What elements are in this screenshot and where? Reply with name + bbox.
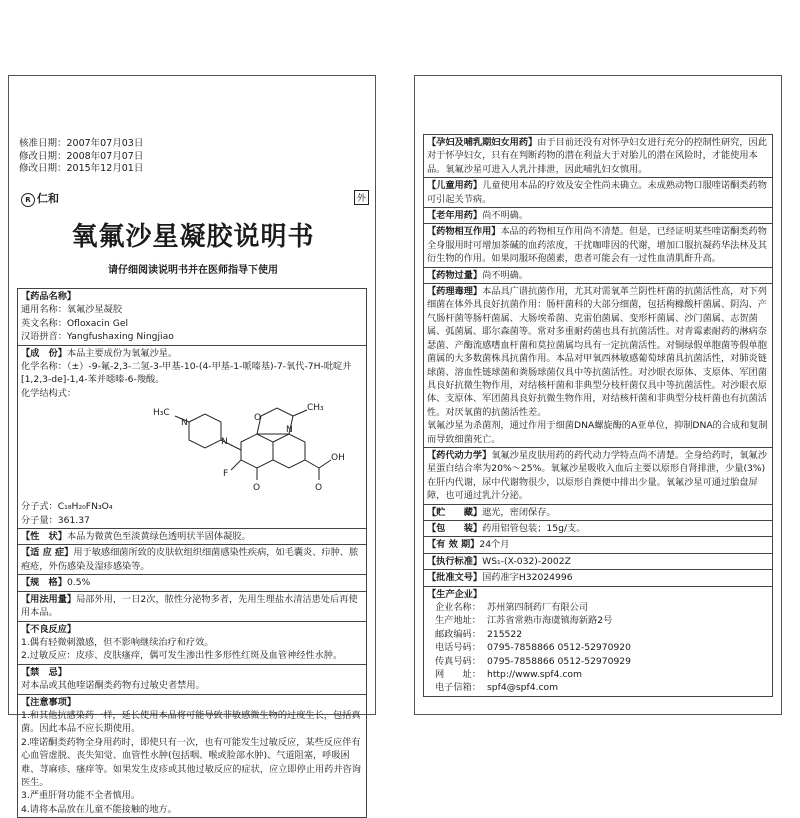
- brand-name: 仁和: [37, 192, 59, 205]
- usage-section: 【用法用量】局部外用，一日2次，脓性分泌物多者，先用生理盐水清洁患处后再使用本品。: [17, 592, 367, 622]
- molecular-weight: 分子量：361.37: [21, 514, 90, 526]
- common-name: 通用名称：氧氟沙星凝胶: [21, 304, 123, 316]
- approval-date: 核准日期：2007年07月03日: [19, 138, 144, 149]
- right-content: [423, 134, 773, 697]
- validity-section: 【有 效 期】24个月: [423, 537, 773, 553]
- list-item: 2.过敏反应：皮疹、皮肤瘙痒，偶可发生渗出性多形性红斑及血管神经性水肿。: [21, 650, 343, 662]
- structure-diagram: [151, 400, 351, 500]
- date-info: [19, 138, 143, 176]
- indication-section: 【适 应 症】用于敏感细菌所致的皮肤软组织细菌感染性疾病，如毛囊炎、疖肿、脓疱疮，外伤感染及湿疹感染等。: [17, 545, 367, 575]
- left-content: [17, 288, 367, 818]
- molecular-formula: 分子式：C₁₈H₂₀FN₃O₄: [21, 501, 113, 513]
- atom-label: N: [181, 418, 188, 429]
- page-subtitle: 请仔细阅读说明书并在医师指导下使用: [108, 265, 278, 276]
- toxicology-section: 【药理毒理】本品具广谱抗菌作用，尤其对需氧革兰阴性杆菌的抗菌活性高，对下列细菌在体外具良好抗菌作用：肠杆菌科的大部分细菌，包括枸橼酸杆菌属、阴沟、产气肠杆菌等肠杆菌属、大肠埃希菌、克雷伯菌属、变形杆菌属、沙门菌属、志贺菌属、弧菌属、耶尔森菌等。常对多重耐药菌也具有抗菌活性。对青霉素耐药的淋病奈瑟菌、产酶流感嗜血杆菌和莫拉菌属均具有一定抗菌活性。对铜绿假单胞菌等假单胞菌属的大多数菌株具抗菌作用。本品对甲氧西林敏感葡萄球菌具抗菌活性，对肺炎链球菌、溶血性链球菌和粪肠球菌仅具中等抗菌活性。对沙眼衣原体、支原体、军团菌具良好抗微生物作用，对结核杆菌和非典型分枝杆菌仅具中等抗菌活性。对沙眼衣原体、支原体、军团菌具良好抗微生物作用，对结核杆菌和非典型分枝杆菌也有抗菌活性。对厌氧菌的抗菌活性差。 氧氟沙星为杀菌剂，通过作用于细菌DNA螺旋酶的A亚单位，抑制DNA的合成和复制而导致细菌死亡。: [423, 284, 773, 448]
- pregnancy-section: 【孕妇及哺乳期妇女用药】由于目前还没有对怀孕妇女进行充分的控制性研究，因此对于怀孕妇女，只有在判断药物的潜在利益大于对胎儿的潜在风险时，才能使用本品。氧氟沙星可进入人乳汁排泄，因此哺乳妇女慎用。: [423, 134, 773, 178]
- atom-label: O: [315, 483, 323, 494]
- approval-section: 【批准文号】国药准字H32024996: [423, 570, 773, 586]
- atom-label: OH: [331, 453, 345, 464]
- list-item: 2.喹诺酮类药物全身用药时，即使只有一次，也有可能发生过敏反应，某些反应伴有心血管虚脱、丧失知觉、血管性水肿(包括咽、喉或脸部水肿)、气道阻塞，呼吸困难、荨麻疹、瘙痒等。如果发生皮疹或其他过敏反应的症状，应立即停止用药并咨询医生。: [21, 736, 361, 788]
- list-item: 4.请将本品放在儿童不能接触的地方。: [21, 803, 177, 815]
- company-row: 电话号码： 0795-7858866 0512-52970920: [435, 642, 631, 654]
- elderly-section: 【老年用药】尚不明确。: [423, 208, 773, 224]
- adverse-section: 【不良反应】 1.偶有轻微刺激感，但不影响继续治疗和疗效。 2.过敏反应：皮疹、皮肤瘙痒，偶可发生渗出性多形性红斑及血管神经性水肿。: [17, 622, 367, 665]
- pinyin-name: 汉语拼音：Yangfushaxing Ningjiao: [21, 331, 174, 343]
- atom-label: F: [223, 469, 229, 480]
- contraindication-section: 【禁 忌】 对本品或其他喹诺酮类药物有过敏史者禁用。: [17, 665, 367, 695]
- chemical-structure: [21, 400, 363, 500]
- overdose-section: 【药物过量】尚不明确。: [423, 268, 773, 284]
- drug-name-section: 【药品名称】 通用名称：氧氟沙星凝胶 英文名称：Ofloxacin Gel 汉语拼音：Yangfushaxing Ningjiao: [17, 288, 367, 346]
- atom-label: O: [254, 413, 262, 424]
- character-section: 【性 状】本品为微黄色至淡黄绿色透明状半固体凝胶。: [17, 529, 367, 545]
- pk-section: 【药代动力学】氧氟沙星皮肤用药的药代动力学特点尚不清楚。全身给药时，氧氟沙星蛋白结合率为20%～25%。氧氟沙星吸收入血后主要以原形自肾排泄，少量(3%)在肝内代谢，尿中代谢物很少，以原形自粪便中排出少量。氧氟沙星可通过胎盘屏障，也可通过乳汁分泌。: [423, 448, 773, 505]
- atom-label: N: [221, 437, 228, 448]
- structure-label: 化学结构式：: [21, 387, 77, 399]
- cautions-section: 【注意事项】 1.和其他抗感染药一样，延长使用本品将可能导致非敏感微生物的过度生长，包括真菌。因此本品不应长期使用。 2.喹诺酮类药物全身用药时，即使只有一次，也有可能发生过敏反应，某些反应伴有心血管虚脱、丧失知觉、血管性水肿(包括咽、喉或脸部水肿)、气道阻塞，呼吸困难、荨麻疹、瘙痒等。如果发生皮疹或其他过敏反应的症状，应立即停止用药并咨询医生。 3.严重肝肾功能不全者慎用。 4.请将本品放在儿童不能接触的地方。: [17, 695, 367, 818]
- brand-mark-icon: R: [21, 193, 35, 207]
- list-item: 1.和其他抗感染药一样，延长使用本品将可能导致非敏感微生物的过度生长，包括真菌。因此本品不应长期使用。: [21, 709, 361, 735]
- website-link[interactable]: http://www.spf4.com: [487, 669, 583, 681]
- spec-section: 【规 格】0.5%: [17, 575, 367, 591]
- standard-section: 【执行标准】WS₁-(X-032)-2002Z: [423, 554, 773, 570]
- revision-date-2: 修改日期：2015年12月01日: [19, 163, 144, 174]
- company-row: 邮政编码： 215522: [435, 628, 523, 640]
- ingredients-section: 【成 份】本品主要成份为氧氟沙星。 化学名称：（±）-9-氟-2,3-二氢-3-甲基-10-(4-甲基-1-哌嗪基)-7-氧代-7H-吡啶并[1,2,3-de]-1,4-苯并噁嗪-6-羧酸。 化学结构式： N H₃C N O CH₃ N F O OH O 分子式：C₁₈H₂₀FN₃O₄ 分子量：361.37: [17, 346, 367, 529]
- brand-logo: [21, 190, 59, 207]
- company-row: 网 址： http://www.spf4.com: [435, 669, 583, 681]
- list-item: 1.偶有轻微刺激感，但不影响继续治疗和疗效。: [21, 636, 214, 648]
- company-section: 【生产企业】 企业名称： 苏州第四制药厂有限公司 生产地址： 江苏省常熟市海虞镇海新路2号 邮政编码： 215522 电话号码： 0795-7858866 0512-52970920 传真号码： 0795-7858866 0512-52970929 网 址： http://www.spf4.com 电子信箱： spf4@spf4.com: [423, 587, 773, 697]
- chemical-name: 化学名称：（±）-9-氟-2,3-二氢-3-甲基-10-(4-甲基-1-哌嗪基)-7-氧代-7H-吡啶并[1,2,3-de]-1,4-苯并噁嗪-6-羧酸。: [21, 361, 352, 386]
- left-page: [8, 75, 376, 815]
- english-name: 英文名称：Ofloxacin Gel: [21, 317, 129, 329]
- page-title: 氧氟沙星凝胶说明书: [71, 222, 315, 252]
- atom-label: N: [286, 425, 293, 436]
- external-use-mark: 外: [354, 190, 369, 205]
- list-item: 3.严重肝肾功能不全者慎用。: [21, 790, 141, 802]
- atom-label: O: [253, 483, 261, 494]
- company-row: 企业名称： 苏州第四制药厂有限公司: [435, 602, 589, 613]
- company-row: 生产地址： 江苏省常熟市海虞镇海新路2号: [435, 615, 613, 627]
- revision-date-1: 修改日期：2008年07月07日: [19, 150, 144, 162]
- children-section: 【儿童用药】儿童使用本品的疗效及安全性尚未确立。未成熟动物口服喹诺酮类药物可引起关节病。: [423, 178, 773, 208]
- interaction-section: 【药物相互作用】本品的药物相互作用尚不清楚。但是，已经证明某些喹诺酮类药物全身服用时可增加茶碱的血药浓度，干扰咖啡因的代谢，增加口服抗凝药华法林及其衍生物的作用。如果同服环孢菌素，患者可能会有一过性血清肌酐升高。: [423, 224, 773, 267]
- package-section: 【包 装】药用铝管包装；15g/支。: [423, 521, 773, 537]
- right-page: [414, 75, 782, 715]
- company-row: 传真号码： 0795-7858866 0512-52970929: [435, 655, 631, 667]
- atom-label: H₃C: [153, 408, 170, 419]
- email-link[interactable]: spf4@spf4.com: [487, 682, 559, 694]
- company-row: 电子信箱： spf4@spf4.com: [435, 682, 559, 694]
- atom-label: CH₃: [307, 403, 324, 414]
- storage-section: 【贮 藏】遮光，密闭保存。: [423, 505, 773, 521]
